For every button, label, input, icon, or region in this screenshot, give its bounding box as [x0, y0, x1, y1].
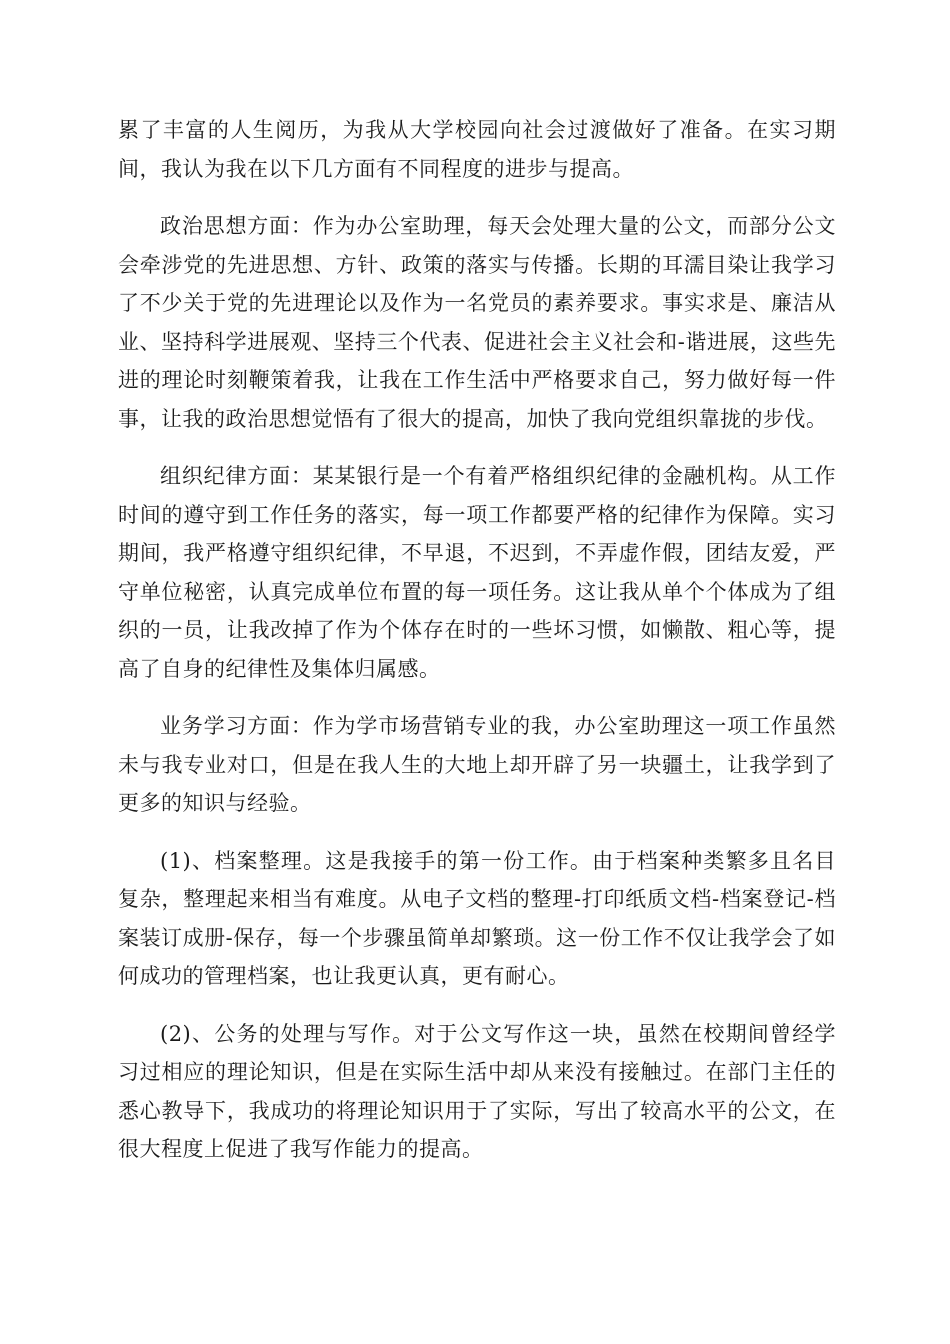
paragraph-political-thought: 政治思想方面：作为办公室助理，每天会处理大量的公文，而部分公文会牵涉党的先进思想、方针、政策的落实与传播。长期的耳濡目染让我学习了不少关于党的先进理论以及作为一名党员的素养要求。事实求是、廉洁从业、坚持科学进展观、坚持三个代表、促进社会主义社会和-谐进展，这些先进的理论时刻鞭策着我，让我在工作生活中严格要求自己，努力做好每一件事，让我的政治思想觉悟有了很大的提高，加快了我向党组织靠拢的步伐。	[118, 214, 836, 431]
document-body	[118, 111, 836, 1188]
paragraph-continuation: 累了丰富的人生阅历，为我从大学校园向社会过渡做好了准备。在实习期间，我认为我在以下几方面有不同程度的进步与提高。	[118, 118, 836, 181]
paragraph-archive-management: (1)、档案整理。这是我接手的第一份工作。由于档案种类繁多且名目复杂，整理起来相当有难度。从电子文档的整理-打印纸质文档-档案登记-档案装订成册-保存，每一个步骤虽简单却繁琐。这一份工作不仅让我学会了如何成功的管理档案，也让我更认真，更有耐心。	[118, 848, 836, 988]
paragraph-official-writing: (2)、公务的处理与写作。对于公文写作这一块，虽然在校期间曾经学习过相应的理论知识，但是在实际生活中却从来没有接触过。在部门主任的悉心教导下，我成功的将理论知识用于了实际，写出了较高水平的公文，在很大程度上促进了我写作能力的提高。	[118, 1021, 836, 1161]
paragraph-organizational-discipline: 组织纪律方面：某某银行是一个有着严格组织纪律的金融机构。从工作时间的遵守到工作任务的落实，每一项工作都要严格的纪律作为保障。实习期间，我严格遵守组织纪律，不早退，不迟到，不弄虚作假，团结友爱，严守单位秘密，认真完成单位布置的每一项任务。这让我从单个个体成为了组织的一员，让我改掉了作为个体存在时的一些坏习惯，如懒散、粗心等，提高了自身的纪律性及集体归属感。	[118, 464, 836, 681]
paragraph-business-study: 业务学习方面：作为学市场营销专业的我，办公室助理这一项工作虽然未与我专业对口，但是在我人生的大地上却开辟了另一块疆土，让我学到了更多的知识与经验。	[118, 714, 836, 815]
